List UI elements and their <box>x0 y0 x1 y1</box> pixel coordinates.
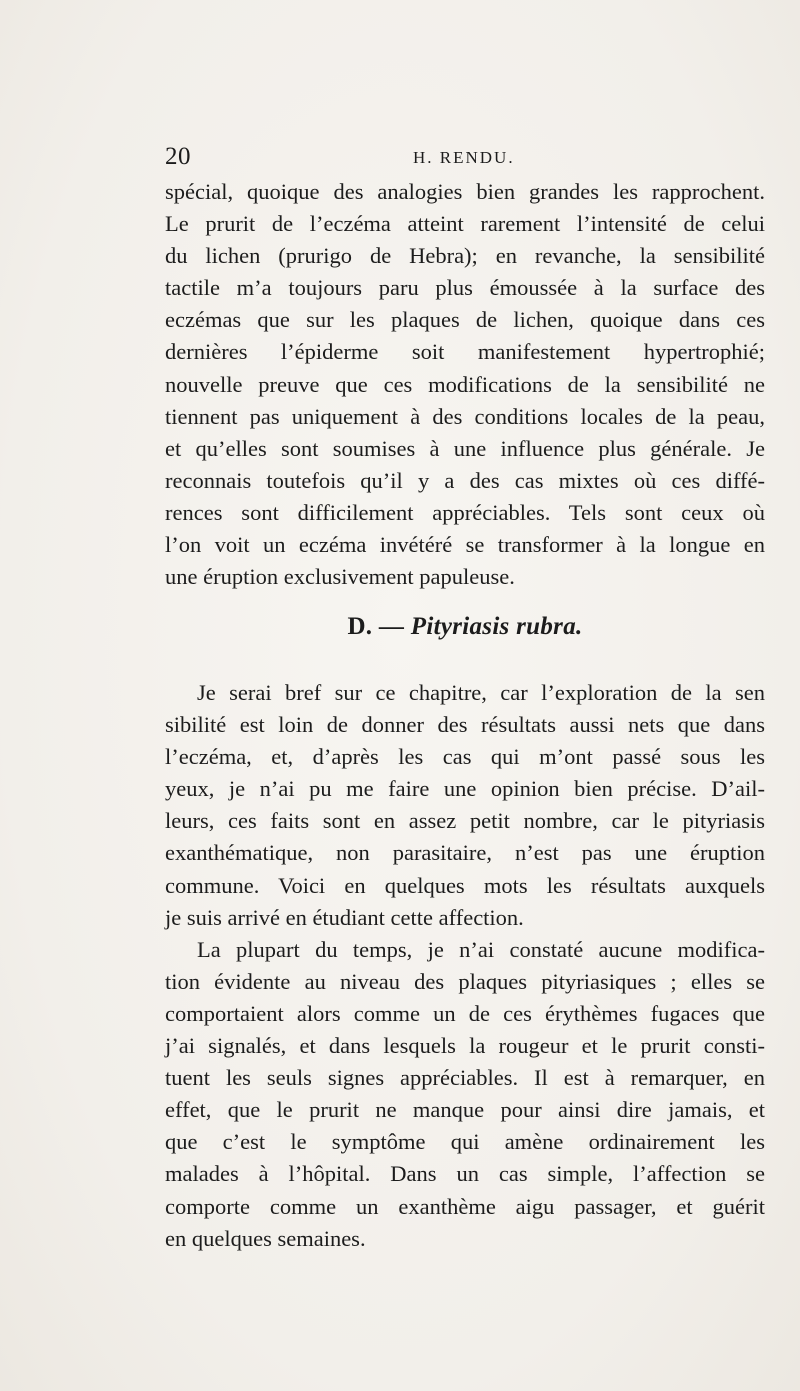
text-line: dernières l’épiderme soit manifestement hypertrophié; <box>165 339 765 365</box>
text-line: nouvelle preuve que ces modifications de la sensibilité ne <box>165 371 765 397</box>
text-line: tuent les seuls signes appréciables. Il est à remarquer, en <box>165 1065 765 1091</box>
section-prefix: D. — <box>347 613 411 640</box>
text-line: eczémas que sur les plaques de lichen, quoique dans ces <box>165 307 765 333</box>
text-line: Je serai bref sur ce chapitre, car l’exploration de la sen <box>197 680 765 705</box>
paragraph-eczema-continued <box>165 176 765 593</box>
text-line: du lichen (prurigo de Hebra); en revanche, la sensibilité <box>165 243 765 269</box>
text-line: rences sont difficilement appréciables. Tels sont ceux où <box>165 499 765 525</box>
text-line: commune. Voici en quelques mots les résultats auxquels <box>165 872 765 898</box>
text-line: exanthématique, non parasitaire, n’est pas une éruption <box>165 840 765 866</box>
running-head: H. RENDU. <box>413 148 515 167</box>
text-line: reconnais toutefois qu’il y a des cas mixtes où ces diffé- <box>165 467 765 493</box>
section-title: Pityriasis rubra. <box>410 613 583 640</box>
text-line: leurs, ces faits sont en assez petit nombre, car le pityriasis <box>165 808 765 834</box>
paragraphs-pityriasis <box>165 677 765 1255</box>
text-line: une éruption exclusivement papuleuse. <box>165 564 515 590</box>
text-line: Le prurit de l’eczéma atteint rarement l’intensité de celui <box>165 211 765 237</box>
text-line: comporte comme un exanthème aigu passager, et guérit <box>165 1193 765 1219</box>
text-line: tactile m’a toujours paru plus émoussée à la surface des <box>165 275 765 301</box>
section-heading <box>165 613 765 641</box>
page-number: 20 <box>165 143 191 170</box>
text-line: que c’est le symptôme qui amène ordinairement les <box>165 1129 765 1155</box>
text-line: tion évidente au niveau des plaques pityriasiques ; elles se <box>165 968 765 994</box>
page-header <box>165 143 765 173</box>
text-line: sibilité est loin de donner des résultats aussi nets que dans <box>165 712 765 738</box>
text-line: La plupart du temps, je n’ai constaté aucune modifica- <box>197 936 765 962</box>
text-line: yeux, je n’ai pu me faire une opinion bien précise. D’ail- <box>165 776 765 802</box>
text-line: malades à l’hôpital. Dans un cas simple, l’affection se <box>165 1161 765 1187</box>
text-line: l’eczéma, et, d’après les cas qui m’ont passé sous les <box>165 744 765 770</box>
text-line: je suis arrivé en étudiant cette affection. <box>165 904 524 930</box>
text-line: comportaient alors comme un de ces érythèmes fugaces que <box>165 1000 765 1026</box>
text-line: en quelques semaines. <box>165 1225 366 1251</box>
text-line: spécial, quoique des analogies bien grandes les rapprochent. <box>165 179 765 204</box>
text-line: l’on voit un eczéma invétéré se transformer à la longue en <box>165 532 765 558</box>
text-line: effet, que le prurit ne manque pour ainsi dire jamais, et <box>165 1097 765 1123</box>
text-line: et qu’elles sont soumises à une influence plus générale. Je <box>165 435 765 461</box>
text-line: tiennent pas uniquement à des conditions locales de la peau, <box>165 403 765 429</box>
text-line: j’ai signalés, et dans lesquels la rougeur et le prurit consti- <box>165 1033 765 1059</box>
